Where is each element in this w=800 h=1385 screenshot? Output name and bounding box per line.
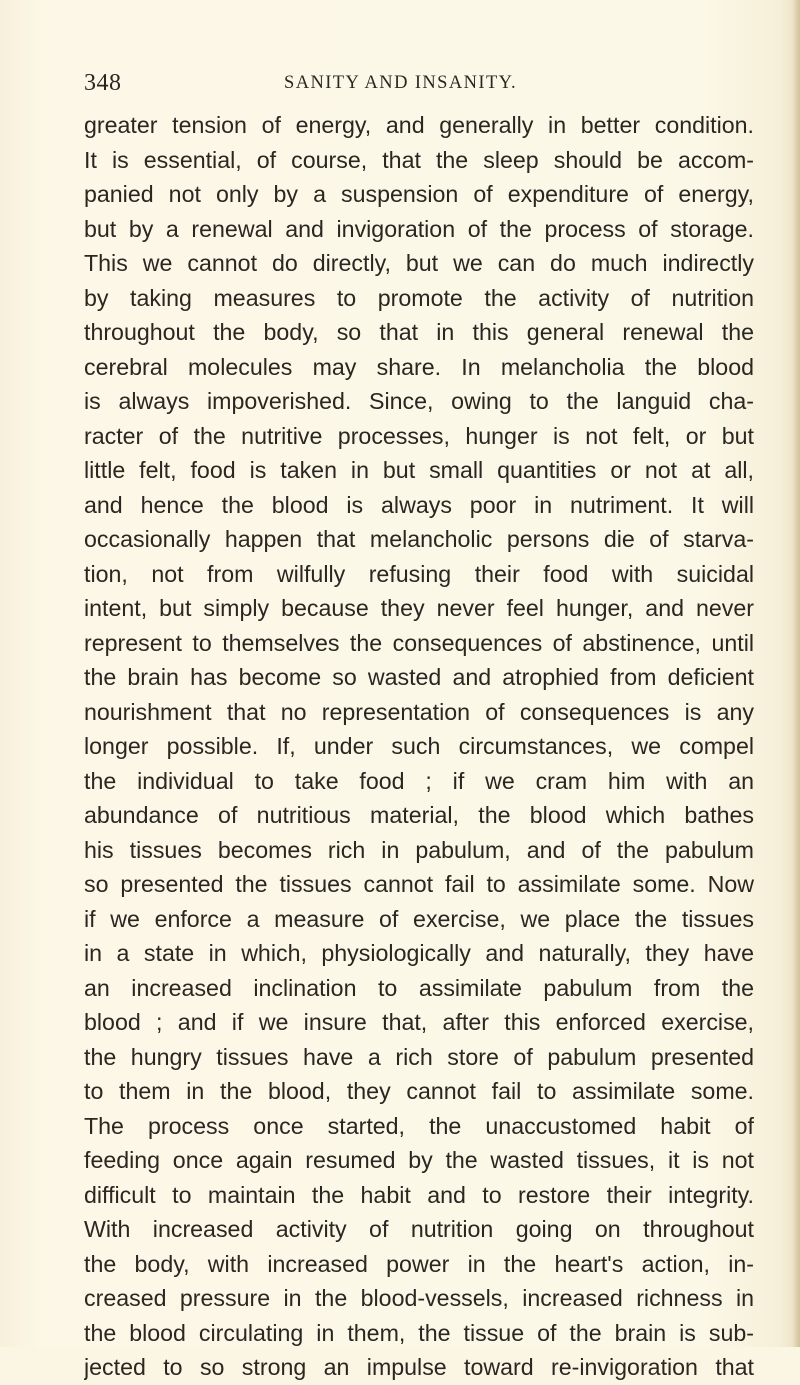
text-line: cerebral molecules may share. In melancholia the blood <box>84 353 754 380</box>
text-line: tion, not from wilfully refusing their food with suicidal <box>84 560 754 587</box>
text-line: little felt, food is taken in but small quantities or not at all, <box>84 457 754 483</box>
text-line: by taking measures to promote the activity of nutrition <box>84 284 754 311</box>
page-edge-shadow <box>792 0 800 1347</box>
text-line: the hungry tissues have a rich store of pabulum presented <box>84 1043 754 1070</box>
text-line: in a state in which, physiologically and naturally, they have <box>84 940 754 966</box>
text-line: but by a renewal and invigoration of the process of storage. <box>84 215 754 242</box>
text-line: throughout the body, so that in this general renewal the <box>84 319 754 345</box>
text-line: the blood circulating in them, the tissue of the brain is sub- <box>84 1319 754 1346</box>
text-line: This we cannot do directly, but we can do much indirectly <box>84 250 754 276</box>
text-line: difficult to maintain the habit and to restore their integrity. <box>84 1181 754 1208</box>
text-line: intent, but simply because they never feel hunger, and never <box>84 595 754 621</box>
text-line: feeding once again resumed by the wasted tissues, it is not <box>84 1147 754 1173</box>
page-header <box>84 70 734 100</box>
text-line: nourishment that no representation of consequences is any <box>84 698 754 725</box>
text-line: is always impoverished. Since, owing to the languid cha- <box>84 388 754 414</box>
text-line: creased pressure in the blood-vessels, increased richness in <box>84 1285 754 1311</box>
text-line: so presented the tissues cannot fail to assimilate some. Now <box>84 871 754 897</box>
text-line: the brain has become so wasted and atrophied from deficient <box>84 664 754 690</box>
text-line: occasionally happen that melancholic persons die of starva- <box>84 526 754 552</box>
text-line: the body, with increased power in the heart's action, in- <box>84 1250 754 1277</box>
page-number: 348 <box>84 70 122 96</box>
running-head: SANITY AND INSANITY. <box>284 73 518 93</box>
text-line: his tissues becomes rich in pabulum, and of the pabulum <box>84 836 754 863</box>
text-line: an increased inclination to assimilate pabulum from the <box>84 974 754 1001</box>
text-line: and hence the blood is always poor in nutriment. It will <box>84 491 754 518</box>
text-line: greater tension of energy, and generally in better condition. <box>84 112 754 138</box>
body-text <box>84 108 754 1385</box>
text-line: the individual to take food ; if we cram him with an <box>84 767 754 794</box>
text-line: represent to themselves the consequences of abstinence, until <box>84 629 754 656</box>
text-line: The process once started, the unaccustomed habit of <box>84 1112 754 1139</box>
text-line: jected to so strong an impulse toward re-invigoration that <box>84 1354 754 1380</box>
text-line: blood ; and if we insure that, after this enforced exercise, <box>84 1009 754 1035</box>
text-line: if we enforce a measure of exercise, we place the tissues <box>84 905 754 932</box>
text-line: racter of the nutritive processes, hunger is not felt, or but <box>84 422 754 449</box>
text-line: panied not only by a suspension of expenditure of energy, <box>84 181 754 207</box>
text-line: With increased activity of nutrition going on throughout <box>84 1216 754 1242</box>
text-line: longer possible. If, under such circumstances, we compel <box>84 733 754 759</box>
text-line: It is essential, of course, that the sleep should be accom- <box>84 146 754 173</box>
text-line: abundance of nutritious material, the blood which bathes <box>84 802 754 828</box>
text-line: to them in the blood, they cannot fail to assimilate some. <box>84 1078 754 1104</box>
